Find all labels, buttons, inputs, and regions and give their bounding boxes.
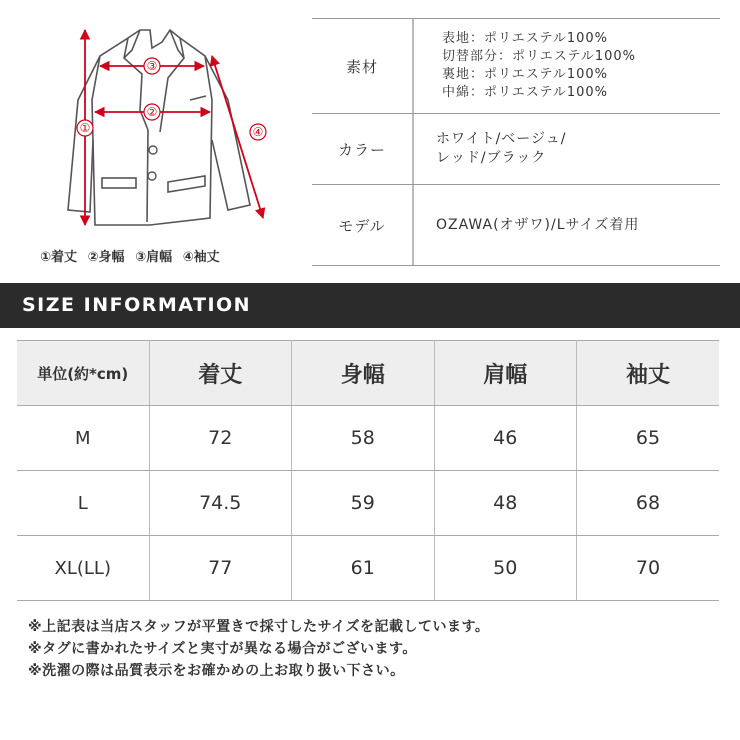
spec-label: カラー xyxy=(312,114,414,184)
legend-item: ③肩幅 xyxy=(135,250,173,265)
size-label: XL(LL) xyxy=(17,536,149,601)
note-line: ※上記表は当店スタッフが平置きで採寸したサイズを記載しています。 xyxy=(28,619,490,635)
table-cell: 70 xyxy=(577,536,720,601)
table-cell: 68 xyxy=(577,471,720,536)
table-row xyxy=(17,471,719,536)
spec-line: 裏地：ポリエステル100% xyxy=(442,67,608,82)
spec-value xyxy=(414,114,720,184)
spec-line: レッド/ブラック xyxy=(436,150,547,166)
spec-value xyxy=(414,19,720,113)
table-cell: 65 xyxy=(577,406,720,471)
spec-row-color xyxy=(312,114,720,185)
table-cell: 48 xyxy=(434,471,577,536)
table-cell: 58 xyxy=(292,406,435,471)
header-length: 着丈 xyxy=(149,341,292,406)
legend-item: ④袖丈 xyxy=(182,250,220,265)
spec-line: OZAWA(オザワ)/Lサイズ着用 xyxy=(436,216,640,233)
measurement-legend xyxy=(40,246,226,265)
header-sleeve: 袖丈 xyxy=(577,341,720,406)
legend-item: ②身幅 xyxy=(87,250,125,265)
spec-line: 表地：ポリエステル100% xyxy=(442,31,608,46)
table-row xyxy=(17,536,719,601)
button xyxy=(148,172,156,180)
table-cell: 59 xyxy=(292,471,435,536)
marker-3: ③ xyxy=(146,59,158,73)
spec-table xyxy=(312,18,720,266)
header-unit: 単位(約*cm) xyxy=(17,341,149,406)
spec-label: 素材 xyxy=(312,19,414,113)
size-information-banner: SIZE INFORMATION xyxy=(0,283,740,328)
marker-1: ① xyxy=(79,121,91,135)
spec-line: 切替部分：ポリエステル100% xyxy=(442,49,636,64)
spec-value xyxy=(414,185,720,265)
marker-2: ② xyxy=(146,105,158,119)
size-label: M xyxy=(17,406,149,471)
button xyxy=(149,146,157,154)
size-label: L xyxy=(17,471,149,536)
table-cell: 46 xyxy=(434,406,577,471)
note-line: ※洗濯の際は品質表示をお確かめの上お取り扱い下さい。 xyxy=(28,663,405,679)
table-cell: 50 xyxy=(434,536,577,601)
spec-line: 中綿：ポリエステル100% xyxy=(442,85,608,100)
spec-row-material xyxy=(312,19,720,114)
jacket-outline xyxy=(68,30,250,225)
jacket-illustration xyxy=(0,0,300,275)
spec-label: モデル xyxy=(312,185,414,265)
notes xyxy=(28,616,489,682)
size-table xyxy=(17,340,719,601)
spec-row-model xyxy=(312,185,720,266)
size-table-header-row xyxy=(17,341,719,406)
marker-4: ④ xyxy=(252,125,264,139)
spec-line: ホワイト/ベージュ/ xyxy=(436,131,567,147)
table-row xyxy=(17,406,719,471)
table-cell: 61 xyxy=(292,536,435,601)
header-width: 身幅 xyxy=(292,341,435,406)
note-line: ※タグに書かれたサイズと実寸が異なる場合がございます。 xyxy=(28,641,417,657)
header-shoulder: 肩幅 xyxy=(434,341,577,406)
table-cell: 72 xyxy=(149,406,292,471)
table-cell: 74.5 xyxy=(149,471,292,536)
legend-item: ①着丈 xyxy=(40,250,78,265)
table-cell: 77 xyxy=(149,536,292,601)
